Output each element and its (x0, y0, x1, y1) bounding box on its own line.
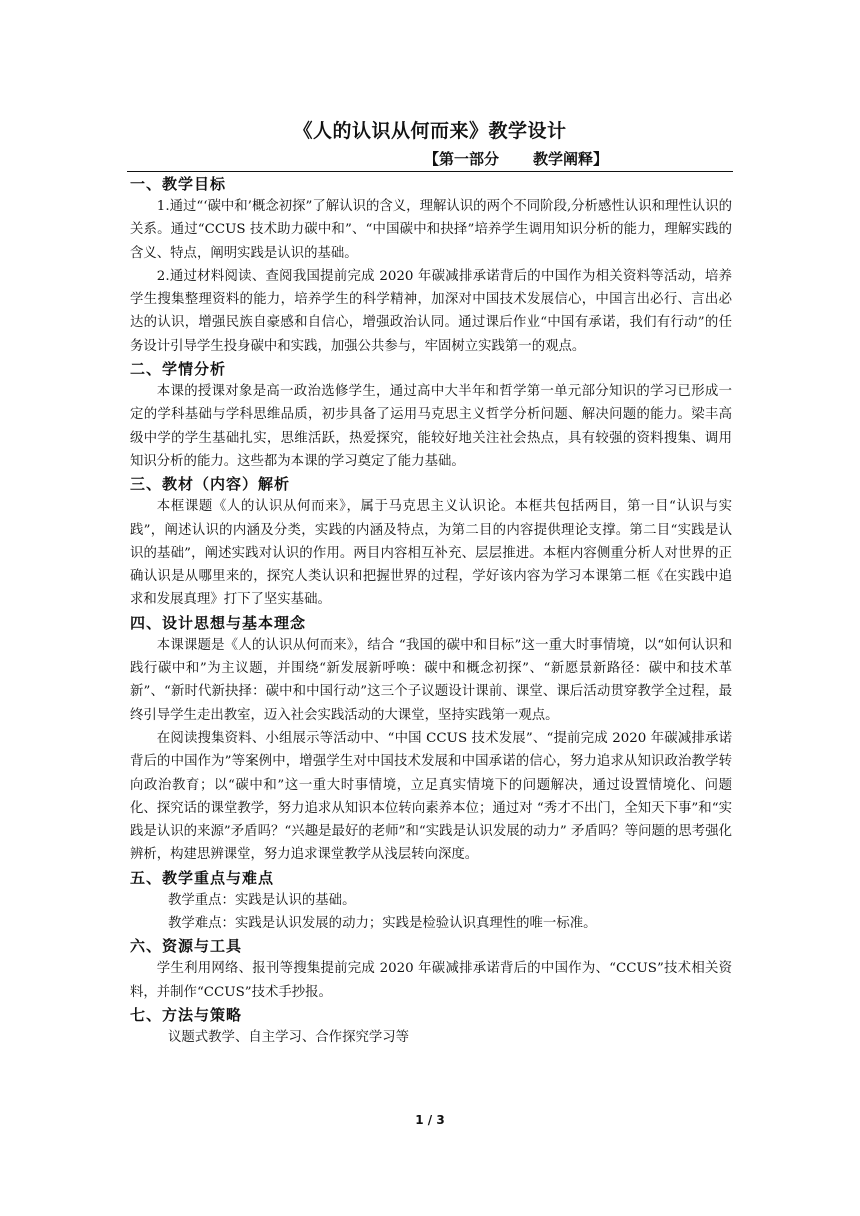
section (130, 1004, 732, 1049)
section (130, 867, 732, 936)
section-paragraph: 议题式教学、自主学习、合作探究学习等 (168, 1029, 410, 1045)
page-number: 1 / 3 (415, 1113, 445, 1127)
section (130, 473, 732, 611)
section-heading: 一、教学目标 (130, 175, 227, 193)
section-heading: 五、教学重点与难点 (130, 868, 275, 887)
section (130, 612, 732, 867)
document-title: 《人的认识从何而来》教学设计 (293, 120, 567, 142)
section (130, 358, 732, 473)
section-heading: 二、学情分析 (130, 360, 227, 379)
section-heading: 三、教材（内容）解析 (130, 475, 291, 494)
section-heading: 四、设计思想与基本理念 (130, 613, 307, 632)
section (130, 173, 732, 358)
section-heading: 七、方法与策略 (130, 1005, 243, 1024)
section-paragraph: 本课课题是《人的认识从何而来》，结合 “我国的碳中和目标”这一重大时事情境，以“如何认识和践行碳中和”为主议题，并围绕“新发展新呼唤：碳中和概念初探”、“新愿景新路径：碳中和技术革新”、“新时代新抉择：碳中和中国行动”这三个子议题设计课前、课堂、课后活动贯穿教学全过程，最终引导学生走出教室，迈入社会实践活动的大课堂，坚持实践第一观点。 (130, 637, 732, 723)
section-paragraph: 2.通过材料阅读、查阅我国提前完成 2020 年碳减排承诺背后的中国作为相关资料等活动，培养学生搜集整理资料的能力，培养学生的科学精神，加深对中国技术发展信心，中国言出必行、言出必达的认识，增强民族自豪感和自信心，增强政治认同。通过课后作业“中国有承诺，我们有行动”的任务设计引导学生投身碳中和实践，加强公共参与，牢固树立实践第一的观点。 (130, 268, 732, 354)
part-heading-left: 【第一部分 (423, 150, 499, 168)
section-paragraph: 本课的授课对象是高一政治选修学生，通过高中大半年和哲学第一单元部分知识的学习已形成一定的学科基础与学科思维品质，初步具备了运用马克思主义哲学分析问题、解决问题的能力。梁丰高级中学的学生基础扎实，思维活跃，热爱探究，能较好地关注社会热点，具有较强的资料搜集、调用知识分析的能力。这些都为本课的学习奠定了能力基础。 (130, 384, 732, 469)
section-paragraph: 在阅读搜集资料、小组展示等活动中、“中国 CCUS 技术发展”、“提前完成 2020 年碳减排承诺背后的中国作为”等案例中，增强学生对中国技术发展和中国承诺的信心，努力追求从知识政治教学转向政治教育；以“碳中和”这一重大时事情境，立足真实情境下的问题解决，通过设置情境化、问题化、探究话的课堂教学，努力追求从知识本位转向素养本位；通过对 “秀才不出门，全知天下事”和“实践是认识的来源”矛盾吗？“兴趣是最好的老师”和“实践是认识发展的动力” 矛盾吗？等问题的思考强化辨析，构建思辨课堂，努力追求课堂教学从浅层转向深度。 (130, 730, 732, 863)
section-paragraph: 教学难点：实践是认识发展的动力；实践是检验认识真理性的唯一标准。 (168, 916, 597, 932)
section-paragraph: 教学重点：实践是认识的基础。 (168, 892, 356, 908)
document-body (130, 173, 732, 1049)
section-paragraph: 1.通过“‘碳中和’概念初探”了解认识的含义，理解认识的两个不同阶段,分析感性认识和理性认识的关系。通过“CCUS 技术助力碳中和”、“中国碳中和抉择”培养学生调用知识分析的能力，理解实践的含义、特点，阐明实践是认识的基础。 (130, 199, 732, 261)
part-heading-right: 教学阐释】 (533, 150, 609, 168)
section-heading: 六、资源与工具 (130, 937, 243, 956)
part-heading (300, 148, 732, 169)
section-paragraph: 本框课题《人的认识从何而来》，属于马克思主义认识论。本框共包括两目，第一目“认识与实践”，阐述认识的内涵及分类，实践的内涵及特点，为第二目的内容提供理论支撑。第二目“实践是认识的基础”，阐述实践对认识的作用。两目内容相互补充、层层推进。本框内容侧重分析人对世界的正确认识是从哪里来的，探究人类认识和把握世界的过程，学好该内容为学习本课第二框《在实践中追求和发展真理》打下了坚实基础。 (130, 499, 732, 608)
section-paragraph: 学生利用网络、报刊等搜集提前完成 2020 年碳减排承诺背后的中国作为、“CCUS”技术相关资料，并制作“CCUS”技术手抄报。 (130, 961, 732, 1000)
header-divider (127, 171, 733, 172)
section (130, 935, 732, 1004)
